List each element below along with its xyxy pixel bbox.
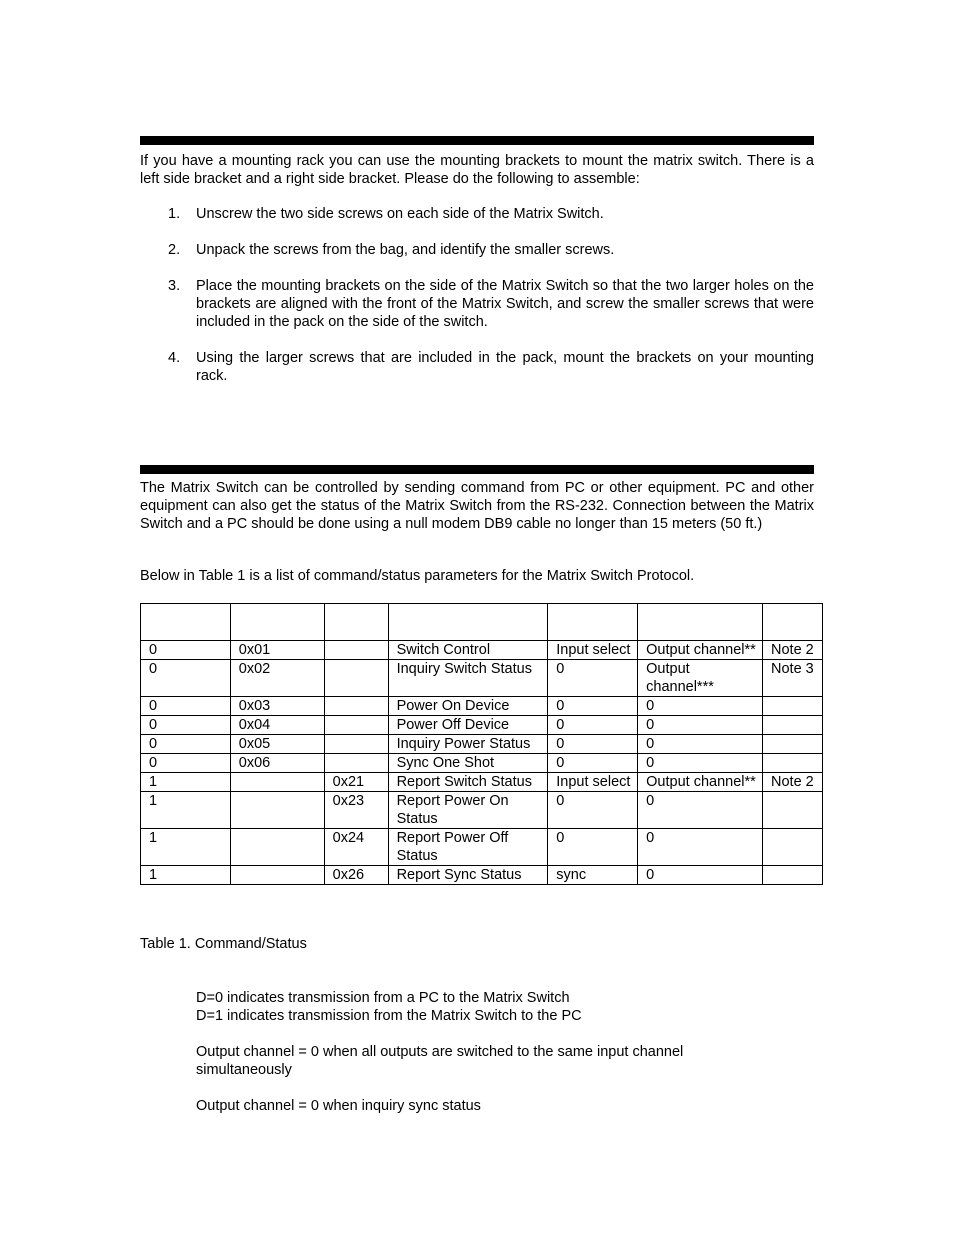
table-cell: 0	[141, 716, 231, 735]
table-cell: 0	[638, 735, 763, 754]
list-item: 4. Using the larger screws that are included in the pack, mount the brackets on your mounting rack.	[168, 350, 814, 384]
table-cell: 0	[638, 866, 763, 885]
table-cell: 1	[141, 829, 231, 866]
table-cell: 0x06	[230, 754, 324, 773]
note-output-sync: Output channel = 0 when inquiry sync status	[196, 1098, 481, 1114]
section-rule-rs232	[140, 465, 814, 474]
table-cell	[230, 829, 324, 866]
table-cell: Inquiry Power Status	[388, 735, 548, 754]
table-cell: 0x21	[324, 773, 388, 792]
table-cell: 0x23	[324, 792, 388, 829]
table-cell: Output channel**	[638, 773, 763, 792]
mounting-steps	[140, 205, 814, 403]
list-item: 1. Unscrew the two side screws on each side of the Matrix Switch.	[168, 206, 604, 222]
table-cell	[763, 792, 823, 829]
table-cell: 0	[638, 829, 763, 866]
table-row	[141, 792, 823, 829]
table-cell	[324, 660, 388, 697]
table-cell: Note 2	[763, 641, 823, 660]
list-item: 2. Unpack the screws from the bag, and identify the smaller screws.	[168, 242, 615, 258]
table-cell	[324, 641, 388, 660]
table-cell: Output channel**	[638, 641, 763, 660]
table-cell: 0x26	[324, 866, 388, 885]
table-row	[141, 866, 823, 885]
table-cell: Power On Device	[388, 697, 548, 716]
note-d0: D=0 indicates transmission from a PC to the Matrix Switch	[196, 990, 570, 1006]
table-cell: 1	[141, 792, 231, 829]
table-cell: Sync One Shot	[388, 754, 548, 773]
table-cell	[324, 716, 388, 735]
table-cell: 0x04	[230, 716, 324, 735]
table-cell: Switch Control	[388, 641, 548, 660]
table-cell: 0	[141, 697, 231, 716]
table-cell: Input select	[548, 641, 638, 660]
table-cell: Report Power Off Status	[388, 829, 548, 866]
table-cell: Power Off Device	[388, 716, 548, 735]
table-row	[141, 716, 823, 735]
table-row	[141, 754, 823, 773]
table-header-row	[141, 604, 823, 641]
table-cell: 0	[548, 829, 638, 866]
table-cell: 0	[548, 792, 638, 829]
table-cell: 0x02	[230, 660, 324, 697]
table-cell	[230, 792, 324, 829]
table-row	[141, 660, 823, 697]
table-cell	[324, 735, 388, 754]
table-cell: 0	[638, 697, 763, 716]
table-cell	[230, 773, 324, 792]
table-row	[141, 773, 823, 792]
table-row	[141, 641, 823, 660]
table-cell: Output channel***	[638, 660, 763, 697]
table-cell: Report Switch Status	[388, 773, 548, 792]
section-rule-mounting	[140, 136, 814, 145]
table-cell: 0	[548, 716, 638, 735]
table-cell: 0	[548, 697, 638, 716]
table-cell: Report Sync Status	[388, 866, 548, 885]
table-row	[141, 697, 823, 716]
table-cell: 0	[548, 754, 638, 773]
note-d1: D=1 indicates transmission from the Matrix Switch to the PC	[196, 1008, 582, 1024]
table-cell	[324, 697, 388, 716]
table-cell: 0x01	[230, 641, 324, 660]
command-status-table	[140, 603, 823, 885]
table-cell: 0x24	[324, 829, 388, 866]
table-caption: Table 1. Command/Status	[140, 936, 307, 952]
table-cell: 0x03	[230, 697, 324, 716]
table-cell: 0	[638, 716, 763, 735]
table-cell: 0	[638, 754, 763, 773]
table-cell: 1	[141, 866, 231, 885]
table-cell	[324, 754, 388, 773]
table-cell: 0x05	[230, 735, 324, 754]
table-cell: 0	[638, 792, 763, 829]
table-cell: 0	[141, 641, 231, 660]
table-row	[141, 735, 823, 754]
list-item: 3. Place the mounting brackets on the side of the Matrix Switch so that the two larger holes on the brackets are aligned with the front of the Matrix Switch, and screw the smaller screws that were included in the pack on the side of the switch.	[168, 278, 814, 330]
table-cell: 0	[141, 735, 231, 754]
rs232-intro: The Matrix Switch can be controlled by sending command from PC or other equipment. PC and other equipment can also get the status of the Matrix Switch from the RS-232. Connection between the Matrix Switch and a PC should be done using a null modem DB9 cable no longer than 15 meters (50 ft.)	[140, 480, 814, 532]
table-row	[141, 829, 823, 866]
note-output-all: Output channel = 0 when all outputs are switched to the same input channel simultaneously	[196, 1044, 684, 1078]
table-cell	[763, 735, 823, 754]
table-cell: Note 3	[763, 660, 823, 697]
table-cell: Note 2	[763, 773, 823, 792]
table-cell	[763, 829, 823, 866]
table-cell: 0	[141, 660, 231, 697]
table-cell	[763, 716, 823, 735]
table-cell	[763, 697, 823, 716]
table-cell: Inquiry Switch Status	[388, 660, 548, 697]
table-cell	[763, 866, 823, 885]
table-cell	[230, 866, 324, 885]
mounting-intro: If you have a mounting rack you can use the mounting brackets to mount the matrix switch. There is a left side bracket and a right side bracket. Please do the following to assemble:	[140, 153, 814, 187]
table-cell: 0	[548, 660, 638, 697]
table-cell: Input select	[548, 773, 638, 792]
table-intro: Below in Table 1 is a list of command/status parameters for the Matrix Switch Protocol.	[140, 568, 695, 584]
table-cell: sync	[548, 866, 638, 885]
table-cell	[763, 754, 823, 773]
table-cell: 0	[548, 735, 638, 754]
table-cell: 0	[141, 754, 231, 773]
table-cell: 1	[141, 773, 231, 792]
table-cell: Report Power On Status	[388, 792, 548, 829]
